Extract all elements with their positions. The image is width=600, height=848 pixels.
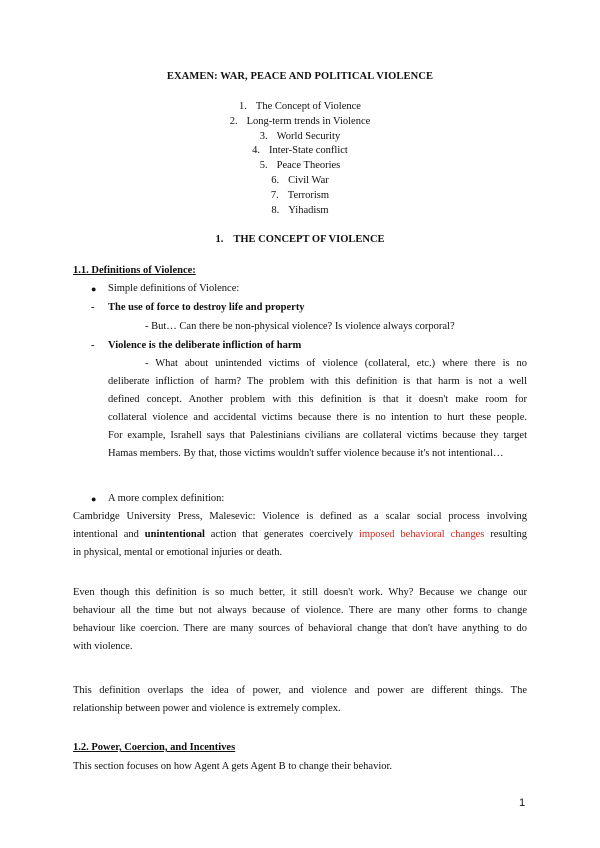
- definition-heading: The use of force to destroy life and property: [108, 302, 305, 313]
- paragraph-line: [73, 526, 527, 544]
- bullet-text: A more complex definition:: [108, 493, 225, 504]
- toc-label: Terrorism: [287, 189, 330, 201]
- table-of-contents: [0, 100, 600, 218]
- text-run: intentional and: [73, 529, 145, 540]
- paragraph-line: This definition overlaps the idea of power, and violence and power are different things. The: [73, 685, 527, 696]
- toc-item: [0, 130, 600, 145]
- bold-term: unintentional: [144, 529, 205, 540]
- paragraph-line: Even though this definition is so much better, it still doesn't work. Why? Because we change our: [73, 587, 527, 598]
- text-run: action that generates coercively: [204, 529, 359, 540]
- paragraph-line: Hamas members. By that, those victims wouldn't suffer violence because it's not intentional…: [108, 448, 504, 459]
- definition-paragraph: [108, 355, 527, 463]
- toc-number: 6.: [271, 174, 280, 186]
- toc-number: 2.: [229, 115, 238, 127]
- bullet-text: Simple definitions of Violence:: [108, 283, 240, 294]
- section-title: 1.1. Definitions of Violence:: [73, 265, 196, 276]
- section-text: This section focuses on how Agent A gets Agent B to change their behavior.: [73, 761, 393, 772]
- paragraph-line: Cambridge University Press, Malesevic: Violence is defined as a scalar social process involving: [73, 511, 527, 522]
- toc-label: World Security: [276, 130, 341, 142]
- paragraph-line: in physical, mental or emotional injuries or death.: [73, 547, 283, 558]
- toc-item: [0, 189, 600, 204]
- toc-label: Long-term trends in Violence: [246, 115, 371, 127]
- definition-note: - But… Can there be non-physical violence? Is violence always corporal?: [145, 321, 455, 332]
- toc-item: [0, 174, 600, 189]
- dash-icon: -: [91, 340, 95, 351]
- power-paragraph: [73, 682, 527, 718]
- paragraph-line: - What about unintended victims of violence (collateral, etc.) where there is no: [145, 358, 527, 369]
- toc-label: Yihadism: [288, 204, 329, 216]
- toc-number: 5.: [259, 160, 268, 172]
- toc-number: 1.: [239, 101, 247, 112]
- bullet-icon: ●: [91, 494, 97, 504]
- section-title: 1.2. Power, Coercion, and Incentives: [73, 742, 236, 753]
- definition-heading: Violence is the deliberate infliction of harm: [108, 340, 302, 351]
- paragraph-line: behaviour all the time but not always because of violence. There are many other forms to change: [73, 605, 527, 616]
- toc-item: [0, 144, 600, 159]
- critique-paragraph: [73, 584, 527, 656]
- bullet-icon: ●: [91, 284, 97, 294]
- toc-number: 3.: [259, 130, 268, 142]
- text-run: resulting: [484, 529, 527, 540]
- chapter-number: 1.: [215, 234, 224, 245]
- paragraph-line: defined concept. Another problem with this definition is that it doesn't make room for: [108, 394, 527, 405]
- paragraph-line: deliberate infliction of harm? The problem with this definition is that harm is not a well: [108, 376, 527, 387]
- toc-number: 4.: [252, 145, 261, 157]
- paragraph-line: behaviour like coercion. There are many sources of behavioral change that don't have anything to do: [73, 623, 527, 634]
- dash-icon: -: [91, 302, 95, 313]
- toc-number: 8.: [271, 204, 280, 216]
- highlighted-term: imposed behavioral changes: [358, 529, 485, 540]
- page-number: 1: [519, 797, 526, 809]
- toc-item: [0, 204, 600, 219]
- chapter-title: THE CONCEPT OF VIOLENCE: [233, 234, 385, 245]
- toc-label: The Concept of Violence: [255, 101, 361, 112]
- toc-label: Peace Theories: [276, 160, 341, 172]
- chapter-heading: [0, 234, 600, 245]
- paragraph-line: relationship between power and violence is extremely complex.: [73, 703, 341, 714]
- paragraph-line: collateral violence and accidental victims because there is no intention to hurt these people.: [108, 412, 527, 423]
- toc-item: [0, 115, 600, 130]
- toc-label: Civil War: [288, 174, 329, 186]
- paragraph-line: For example, Israhell says that Palestinians civilians are collateral victims because they target: [108, 430, 527, 441]
- toc-number: 7.: [270, 189, 279, 201]
- toc-item: [0, 159, 600, 174]
- complex-definition: [73, 508, 527, 562]
- toc-label: Inter-State conflict: [269, 145, 348, 157]
- paragraph-line: with violence.: [73, 641, 133, 652]
- toc-item: [0, 100, 600, 115]
- document-title: EXAMEN: WAR, PEACE AND POLITICAL VIOLENCE: [166, 71, 434, 82]
